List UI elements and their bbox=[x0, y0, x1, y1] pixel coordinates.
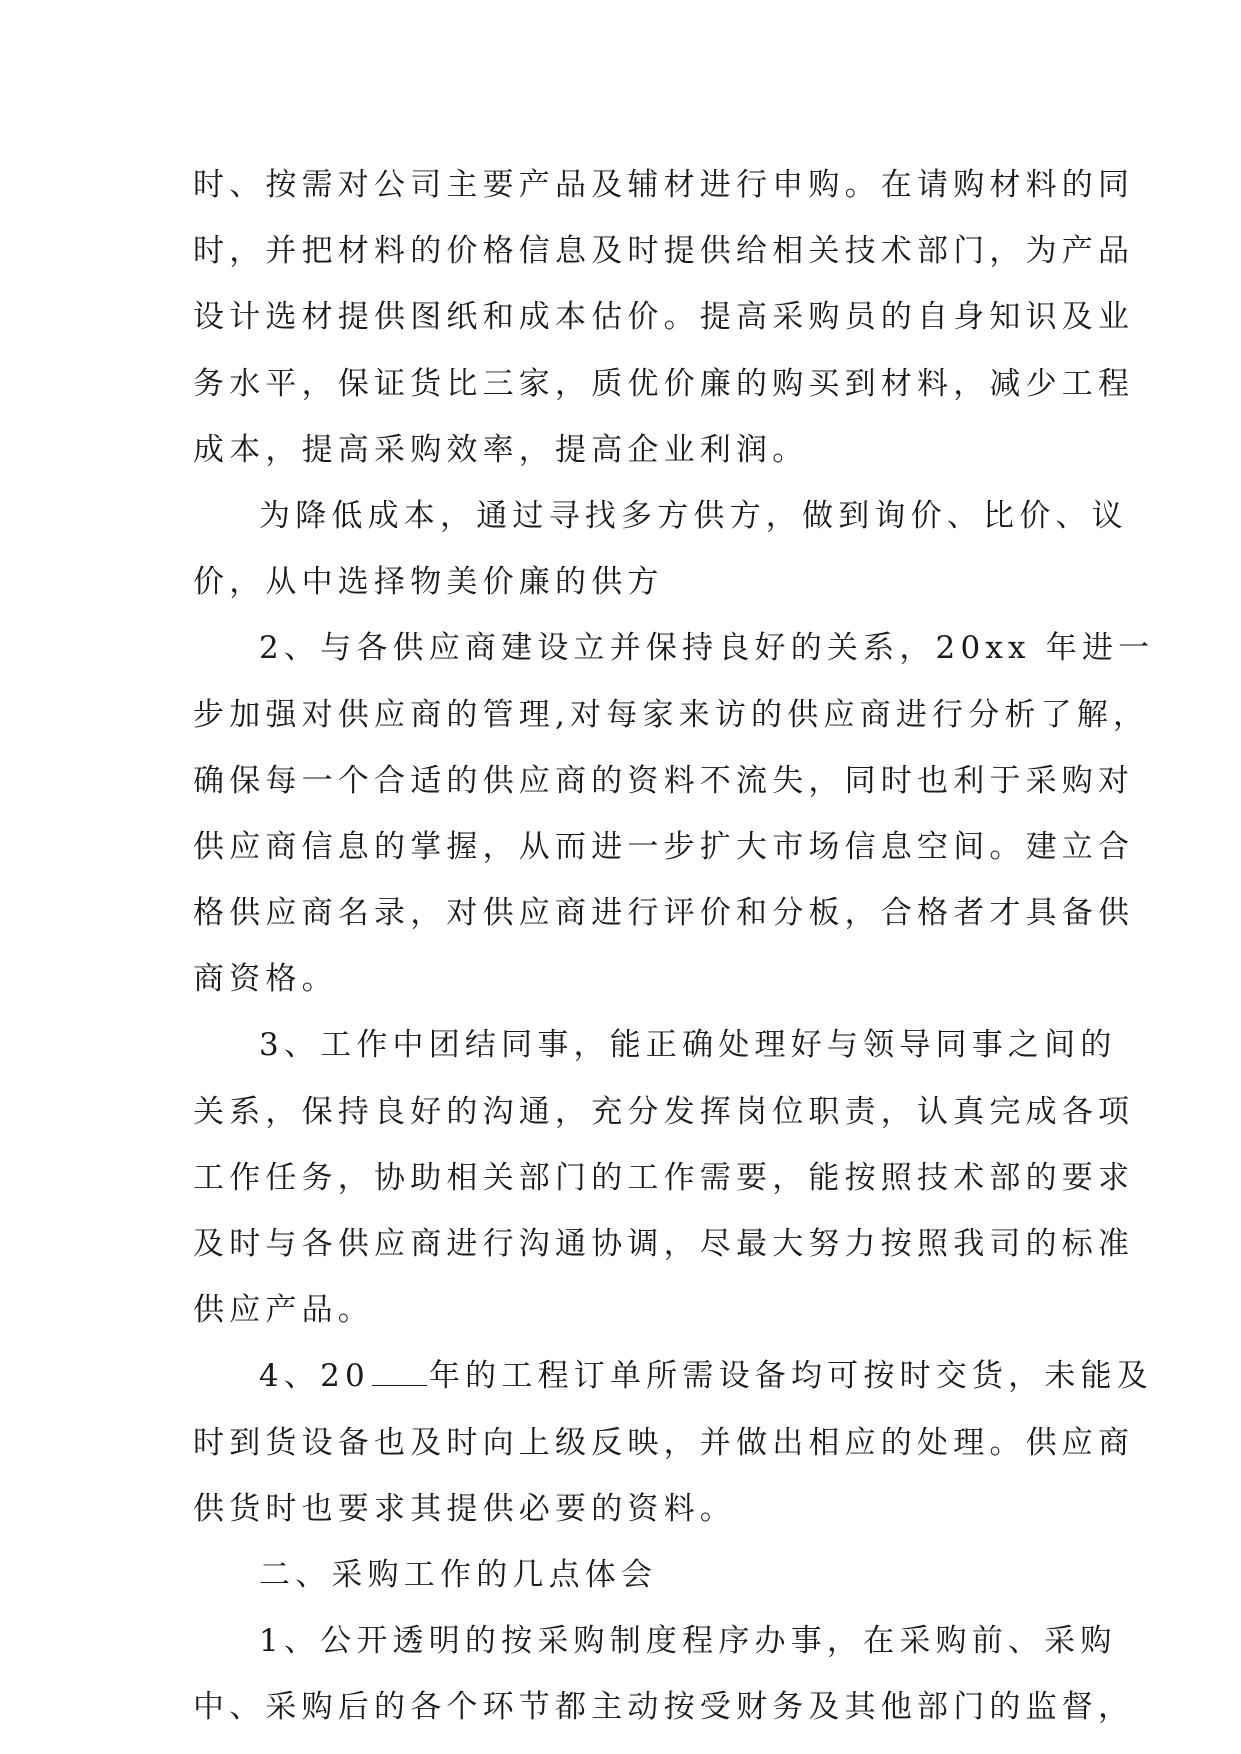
text-line: 时，并把材料的价格信息及时提供给相关技术部门，为产品 bbox=[193, 233, 1135, 270]
text-line: 时、按需对公司主要产品及辅材进行申购。在请购材料的同 bbox=[193, 167, 1135, 203]
text-line: 工作任务，协助相关部门的工作需要，能按照技术部的要求 bbox=[193, 1159, 1135, 1196]
text-line: 价，从中选择物美价廉的供方 bbox=[193, 564, 664, 601]
paragraph-first-line bbox=[193, 1343, 1153, 1409]
paragraph-first-line: 1、公开透明的按采购制度程序办事，在采购前、采购 bbox=[259, 1623, 1117, 1660]
line-remainder: 年的工程订单所需设备均可按时交货，未能及 bbox=[428, 1358, 1153, 1395]
text-line: 关系，保持良好的沟通，充分发挥岗位职责，认真完成各项 bbox=[193, 1093, 1135, 1130]
text-line: 时到货设备也及时向上级反映，并做出相应的处理。供应商 bbox=[193, 1424, 1135, 1461]
text-line: 中、采购后的各个环节都主动按受财务及其他部门的监督， bbox=[193, 1689, 1135, 1726]
paragraph-first-line: 3、工作中团结同事，能正确处理好与领导同事之间的 bbox=[259, 1027, 1117, 1064]
text-line: 及时与各供应商进行沟通协调，尽最大努力按照我司的标准 bbox=[193, 1226, 1135, 1262]
paragraph-first-line: 2、与各供应商建设立并保持良好的关系，20xx 年进一 bbox=[259, 630, 1155, 667]
text-line: 成本，提高采购效率，提高企业利润。 bbox=[193, 431, 809, 468]
document-body bbox=[193, 152, 1155, 1741]
fill-in-blank bbox=[372, 1359, 427, 1386]
text-line: 供应商信息的掌握，从而进一步扩大市场信息空间。建立合 bbox=[193, 828, 1135, 865]
text-line: 务水平，保证货比三家，质优价廉的购买到材料，减少工程 bbox=[193, 365, 1135, 402]
text-line: 供应产品。 bbox=[193, 1292, 374, 1329]
text-line: 商资格。 bbox=[193, 961, 338, 998]
text-line: 确保每一个合适的供应商的资料不流失，同时也利于采购对 bbox=[193, 762, 1135, 799]
paragraph-first-line: 为降低成本，通过寻找多方供方，做到询价、比价、议 bbox=[259, 497, 1128, 534]
text-line: 步加强对供应商的管理,对每家来访的供应商进行分析了解， bbox=[193, 696, 1150, 733]
text-line: 设计选材提供图纸和成本估价。提高采购员的自身知识及业 bbox=[193, 299, 1135, 336]
section-heading: 二、采购工作的几点体会 bbox=[259, 1556, 658, 1593]
line-prefix: 4、20 bbox=[259, 1358, 370, 1395]
text-line: 格供应商名录，对供应商进行评价和分板，合格者才具备供 bbox=[193, 895, 1135, 932]
text-line: 供货时也要求其提供必要的资料。 bbox=[193, 1490, 736, 1527]
